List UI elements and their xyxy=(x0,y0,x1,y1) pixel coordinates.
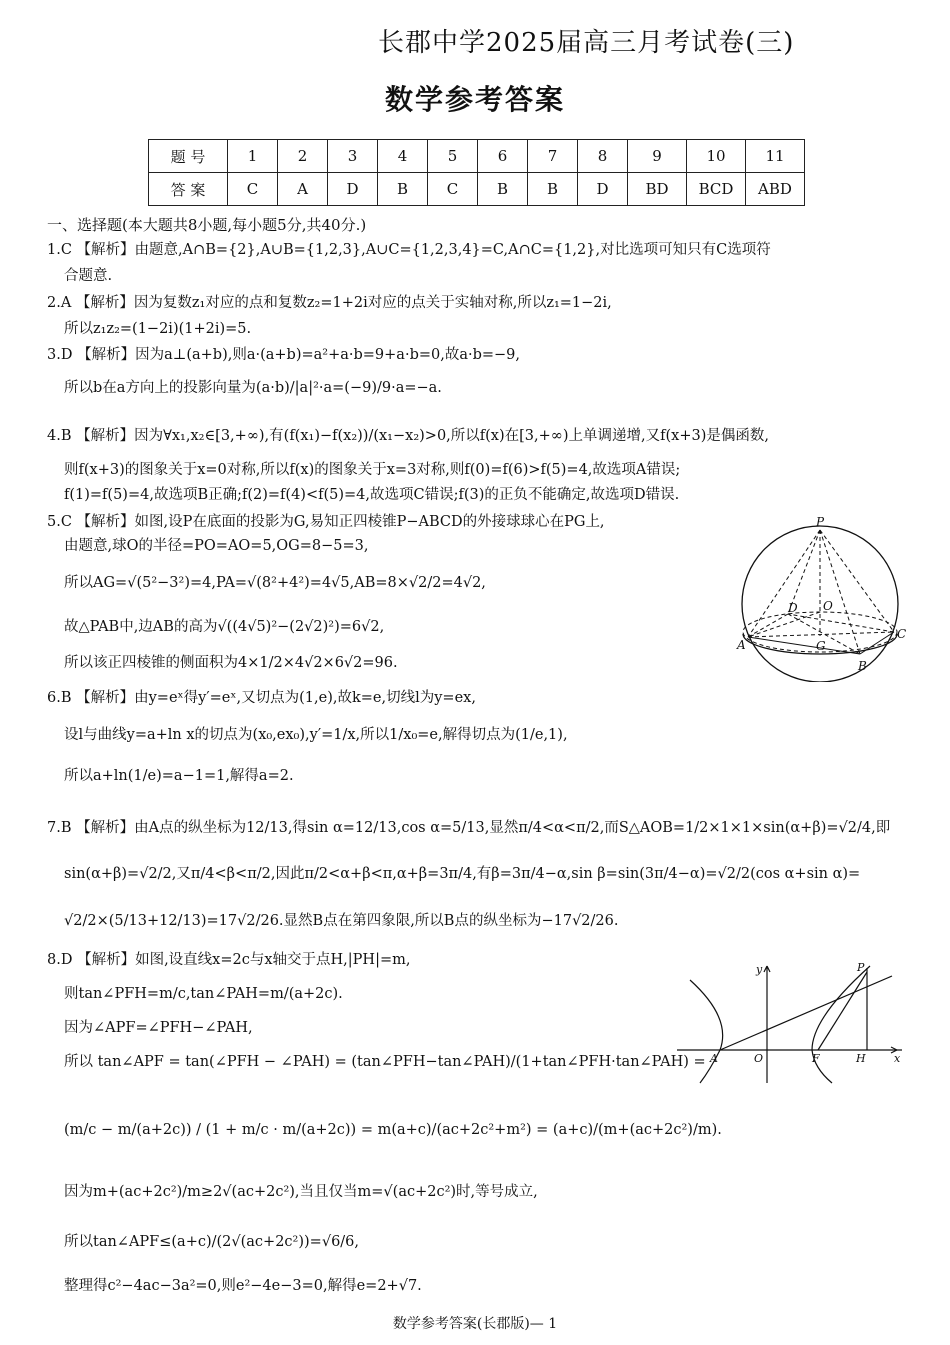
table-cell: ABD xyxy=(746,173,805,206)
solution-line: 所以z₁z₂=(1−2i)(1+2i)=5. xyxy=(64,321,252,337)
line-ap xyxy=(720,976,892,1050)
solution-line: √2/2×(5/13+12/13)=17√2/26.显然B点在第四象限,所以B点的纵坐标为−17√2/26. xyxy=(64,913,619,929)
solution-line: 则tan∠PFH=m/c,tan∠PAH=m/(a+2c). xyxy=(64,986,343,1002)
line-fp xyxy=(818,972,867,1050)
table-cell: 3 xyxy=(328,140,378,173)
solution-line: sin(α+β)=√2/2,又π/4<β<π/2,因此π/2<α+β<π,α+β=3π/4,有β=3π/4−α,sin β=sin(3π/4−α)=√2/2(cos α+sin α)= xyxy=(64,866,861,882)
table-row xyxy=(149,173,805,206)
table-cell: BCD xyxy=(687,173,746,206)
table-row xyxy=(149,140,805,173)
hyperbola-figure xyxy=(672,958,912,1088)
label-y: y xyxy=(756,963,763,976)
solution-line: 所以tan∠APF≤(a+c)/(2√(ac+2c²))=√6/6, xyxy=(64,1234,360,1250)
hyperbola-right-branch xyxy=(812,966,870,1083)
pyramid-edges xyxy=(748,530,894,654)
solution-line: 所以a+ln(1/e)=a−1=1,解得a=2. xyxy=(64,768,294,784)
solution-line: 所以AG=√(5²−3²)=4,PA=√(8²+4²)=4√5,AB=8×√2/2=4√2, xyxy=(64,575,486,591)
table-cell: 2 xyxy=(278,140,328,173)
table-cell: 7 xyxy=(528,140,578,173)
label-o: O xyxy=(823,599,833,613)
label-p: P xyxy=(816,515,825,529)
solution-line: (m/c − m/(a+2c)) / (1 + m/c · m/(a+2c)) = m(a+c)/(ac+2c²+m²) = (a+c)/(m+(ac+2c²)/m). xyxy=(64,1122,722,1138)
table-cell: 4 xyxy=(378,140,428,173)
solution-line: 整理得c²−4ac−3a²=0,则e²−4e−3=0,解得e=2+√7. xyxy=(64,1278,422,1294)
table-cell: D xyxy=(328,173,378,206)
label-f: F xyxy=(812,1052,820,1065)
label-d: D xyxy=(788,601,798,615)
solution-line: 8.D 【解析】如图,设直线x=2c与x轴交于点H,|PH|=m, xyxy=(47,952,411,968)
table-cell: C xyxy=(428,173,478,206)
label-a: A xyxy=(737,638,746,652)
solution-line: 则f(x+3)的图象关于x=0对称,所以f(x)的图象关于x=3对称,则f(0)=f(6)>f(5)=4,故选项A错误; xyxy=(64,462,681,478)
solution-line: 所以该正四棱锥的侧面积为4×1/2×4√2×6√2=96. xyxy=(64,655,398,671)
solution-line: 2.A 【解析】因为复数z₁对应的点和复数z₂=1+2i对应的点关于实轴对称,所以z₁=1−2i, xyxy=(47,295,612,311)
label-x: x xyxy=(894,1052,901,1065)
table-cell: 9 xyxy=(628,140,687,173)
solution-line: 1.C 【解析】由题意,A∩B={2},A∪B={1,2,3},A∪C={1,2,3,4}=C,A∩C={1,2},对比选项可知只有C选项符 xyxy=(47,242,771,258)
solution-line: 因为m+(ac+2c²)/m≥2√(ac+2c²),当且仅当m=√(ac+2c²)时,等号成立, xyxy=(64,1184,538,1200)
solution-line: 3.D 【解析】因为a⊥(a+b),则a·(a+b)=a²+a·b=9+a·b=0,故a·b=−9, xyxy=(47,347,520,363)
row-label: 题 号 xyxy=(149,140,228,173)
solution-line: 设l与曲线y=a+ln x的切点为(x₀,ex₀),y′=1/x,所以1/x₀=e,解得切点为(1/e,1), xyxy=(64,727,568,743)
table-cell: 11 xyxy=(746,140,805,173)
table-cell: A xyxy=(278,173,328,206)
solution-line: 5.C 【解析】如图,设P在底面的投影为G,易知正四棱锥P−ABCD的外接球球心在PG上, xyxy=(47,514,605,530)
solution-line: 故△PAB中,边AB的高为√((4√5)²−(2√2)²)=6√2, xyxy=(64,619,385,635)
solution-line: 因为∠APF=∠PFH−∠PAH, xyxy=(64,1020,253,1036)
label-p: P xyxy=(857,961,865,974)
solution-line: 7.B 【解析】由A点的纵坐标为12/13,得sin α=12/13,cos α=5/13,显然π/4<α<π/2,而S△AOB=1/2×1×1×sin(α+β)=√2/4,即 xyxy=(47,820,891,836)
table-cell: 8 xyxy=(578,140,628,173)
page-footer: 数学参考答案(长郡版)— 1 xyxy=(392,1316,558,1332)
row-label: 答 案 xyxy=(149,173,228,206)
answer-table xyxy=(148,139,805,206)
table-cell: 6 xyxy=(478,140,528,173)
solution-line: 4.B 【解析】因为∀x₁,x₂∈[3,+∞),有(f(x₁)−f(x₂))/(x₁−x₂)>0,所以f(x)在[3,+∞)上单调递增,又f(x+3)是偶函数, xyxy=(47,428,769,444)
exam-title: 长郡中学2025届高三月考试卷(三) xyxy=(378,28,795,58)
solution-line: 由题意,球O的半径=PO=AO=5,OG=8−5=3, xyxy=(64,538,369,554)
doc-title: 数学参考答案 xyxy=(384,83,565,116)
solution-line: 合题意. xyxy=(64,268,113,284)
label-o: O xyxy=(754,1052,764,1065)
sphere-pyramid-figure xyxy=(728,512,913,682)
table-cell: BD xyxy=(628,173,687,206)
solution-line: 所以b在a方向上的投影向量为(a·b)/|a|²·a=(−9)/9·a=−a. xyxy=(64,380,442,396)
label-b: B xyxy=(858,659,867,673)
solution-line: f(1)=f(5)=4,故选项B正确;f(2)=f(4)<f(5)=4,故选项C错误;f(3)的正负不能确定,故选项D错误. xyxy=(64,487,680,503)
table-cell: B xyxy=(478,173,528,206)
label-a: A xyxy=(710,1052,718,1065)
table-cell: B xyxy=(528,173,578,206)
table-cell: D xyxy=(578,173,628,206)
hyperbola-left-branch xyxy=(690,980,723,1083)
solution-line: 所以 tan∠APF = tan(∠PFH − ∠PAH) = (tan∠PFH−tan∠PAH)/(1+tan∠PFH·tan∠PAH) = xyxy=(64,1054,706,1070)
label-c: C xyxy=(897,627,907,641)
solution-line: 6.B 【解析】由y=eˣ得y′=eˣ,又切点为(1,e),故k=e,切线l为y=ex, xyxy=(47,690,476,706)
table-cell: 1 xyxy=(228,140,278,173)
label-g: G xyxy=(816,639,826,653)
section-heading: 一、选择题(本大题共8小题,每小题5分,共40分.) xyxy=(47,216,367,234)
table-cell: 10 xyxy=(687,140,746,173)
label-h: H xyxy=(856,1052,866,1065)
table-cell: C xyxy=(228,173,278,206)
table-cell: B xyxy=(378,173,428,206)
table-cell: 5 xyxy=(428,140,478,173)
